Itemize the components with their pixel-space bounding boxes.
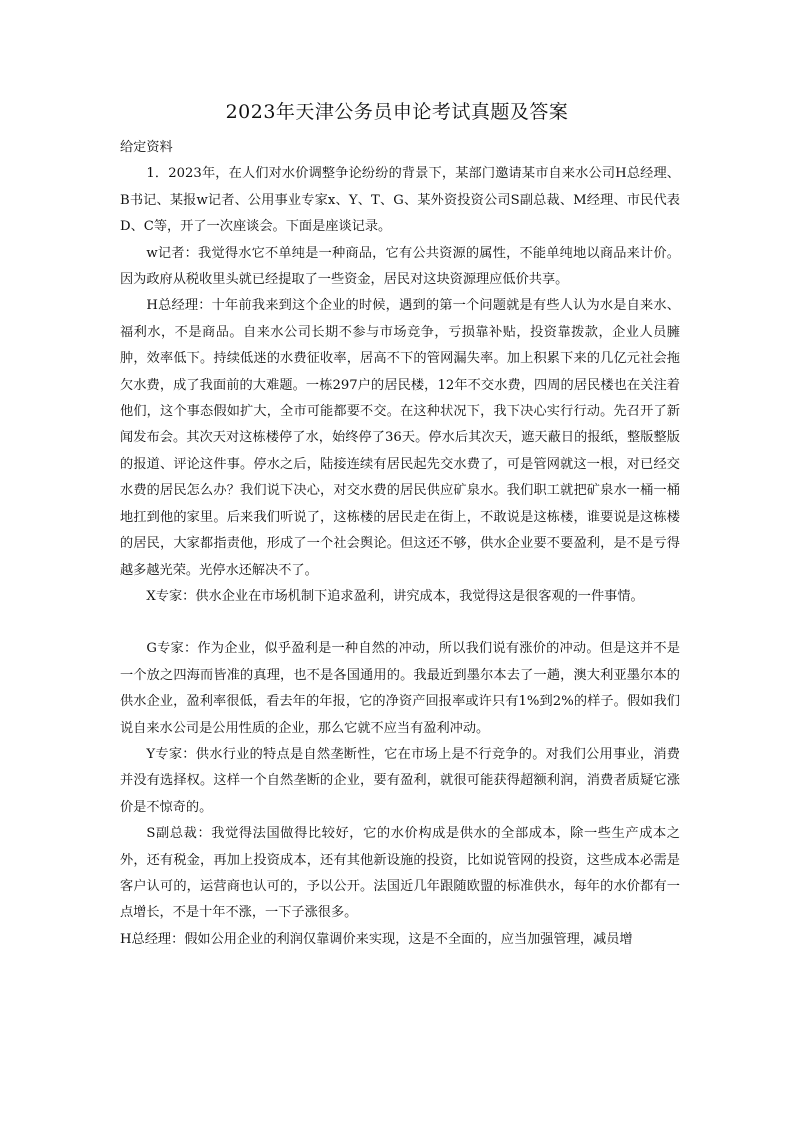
paragraph-h-manager: H总经理：十年前我来到这个企业的时候，遇到的第一个问题就是有些人认为水是自来水、福利水，不是商品。自来水公司长期不参与市场竞争，亏损靠补贴，投资靠拨款，企业人员臃肿，效率低下。持续低迷的水费征收率，居高不下的管网漏失率。加上积累下来的几亿元社会拖欠水费，成了我面前的大难题。一栋297户的居民楼，12年不交水费，四周的居民楼也在关注着他们，这个事态假如扩大，全市可能都要不交。在这种状况下，我下决心实行行动。先召开了新闻发布会。其次天对这栋楼停了水，始终停了36天。停水后其次天，遮天蔽日的报纸，整版整版的报道、评论这件事。停水之后，陆接连续有居民起先交水费了，可是管网就这一根，对已经交水费的居民怎么办？我们说下决心，对交水费的居民供应矿泉水。我们职工就把矿泉水一桶一桶地扛到他的家里。后来我们听说了，这栋楼的居民走在街上，不敢说是这栋楼，谁要说是这栋楼的居民，大家都指责他，形成了一个社会舆论。但这还不够，供水企业要不要盈利，是不是亏得越多越光荣。光停水还解决不了。 [120, 298, 680, 578]
section-heading: 给定资料 [120, 140, 173, 155]
paragraph-h-manager-2: H总经理：假如公用企业的利润仅靠调价来实现，这是不全面的，应当加强管理，减员增 [120, 931, 633, 947]
paragraph-s-vp: S副总裁：我觉得法国做得比较好，它的水价构成是供水的全部成本，除一些生产成本之外，还有税金，再加上投资成本，还有其他新设施的投资，比如说管网的投资，这些成本必需是客户认可的，运营商也认可的，予以公开。法国近几年跟随欧盟的标准供水，每年的水价都有一点增长，不是十年不涨，一下子涨很多。 [120, 826, 680, 921]
paragraph-gap [120, 610, 680, 636]
paragraph-intro: 1．2023年，在人们对水价调整争论纷纷的背景下，某部门邀请某市自来水公司H总经理、B书记、某报w记者、公用事业专家x、Y、T、G、某外资投资公司S副总裁、M经理、市民代表D、C等，开了一次座谈会。下面是座谈记录。 [120, 166, 680, 235]
paragraph-g-expert: G专家：作为企业，似乎盈利是一种自然的冲动，所以我们说有涨价的冲动。但是这并不是一个放之四海而皆准的真理，也不是各国通用的。我最近到墨尔本去了一趟，澳大利亚墨尔本的供水企业，盈利率很低，看去年的年报，它的净资产回报率或许只有1%到2%的样子。假如我们说自来水公司是公用性质的企业，那么它就不应当有盈利冲动。 [120, 641, 680, 736]
document-body [120, 135, 680, 953]
paragraph-w-reporter: w记者：我觉得水它不单纯是一种商品，它有公共资源的属性，不能单纯地以商品来计价。因为政府从税收里头就已经提取了一些资金，居民对这块资源理应低价共享。 [120, 245, 680, 288]
paragraph-y-expert: Y专家：供水行业的特点是自然垄断性，它在市场上是不行竞争的。对我们公用事业，消费并没有选择权。这样一个自然垄断的企业，要有盈利，就很可能获得超额利润，消费者质疑它涨价是不惊奇的。 [120, 746, 680, 815]
paragraph-x-expert: X专家：供水企业在市场机制下追求盈利，讲究成本，我觉得这是很客观的一件事情。 [146, 588, 644, 604]
document-title: 2023年天津公务员申论考试真题及答案 [225, 101, 569, 123]
